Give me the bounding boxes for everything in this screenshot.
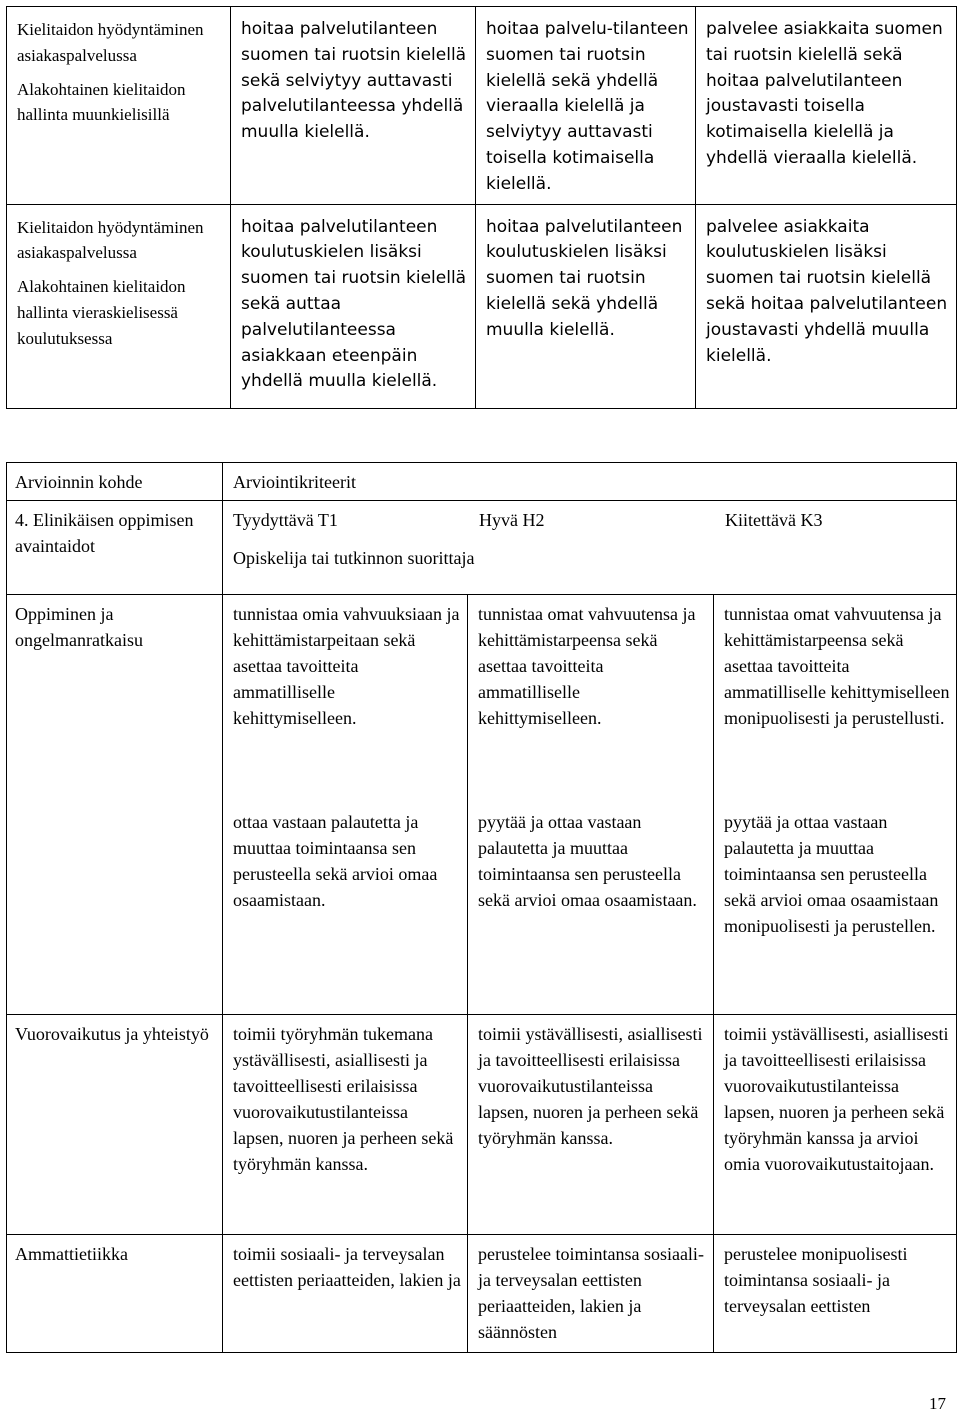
criteria-t1-cell: hoitaa palvelutilanteen koulutuskielen lisäksi suomen tai ruotsin kielellä sekä auttaa palvelutilanteessa asiakkaan eteenpäin yhdellä muulla kielellä. bbox=[231, 204, 476, 408]
row-label-main: Kielitaidon hyödyntäminen asiakaspalvelussa bbox=[17, 20, 204, 65]
level-t1: Tyydyttävä T1 bbox=[233, 510, 338, 530]
header-target: Arvioinnin kohde bbox=[7, 463, 223, 501]
page-number: 17 bbox=[929, 1394, 946, 1413]
criteria-k3-cell: toimii ystävällisesti, asiallisesti ja tavoitteellisesti erilaisissa vuorovaikutustilanteissa lapsen, nuoren ja perheen sekä työryhmän kanssa ja arvioi omia vuorovaikutustaitojaan. bbox=[714, 1015, 957, 1235]
levels-row bbox=[7, 501, 957, 595]
criterion-text: pyytää ja ottaa vastaan palautetta ja muuttaa toimintaansa sen perusteella sekä arvioi omaa osaamistaan. bbox=[478, 812, 697, 910]
table-row bbox=[7, 595, 957, 1015]
row-label-sub: Alakohtainen kielitaidon hallinta muunkielisillä bbox=[17, 79, 186, 125]
row-label-cell bbox=[7, 204, 231, 408]
criterion-text: tunnistaa omat vahvuutensa ja kehittämistarpeensa sekä asettaa tavoitteita ammatilliselle kehittymiselleen monipuolisesti ja perustellusti. bbox=[724, 604, 950, 728]
row-label-cell bbox=[7, 7, 231, 205]
criteria-h2-cell: hoitaa palvelutilanteen koulutuskielen lisäksi suomen tai ruotsin kielellä sekä yhdellä muulla kielellä. bbox=[476, 204, 696, 408]
criterion-text: ottaa vastaan palautetta ja muuttaa toimintaansa sen perusteella sekä arvioi omaa osaamistaan. bbox=[233, 812, 438, 910]
criteria-k3-cell: perustelee monipuolisesti toimintansa sosiaali- ja terveysalan eettisten bbox=[714, 1235, 957, 1353]
row-label-main: Kielitaidon hyödyntäminen asiakaspalvelussa bbox=[17, 217, 204, 263]
table-row bbox=[7, 1015, 957, 1235]
assessment-criteria-table bbox=[6, 462, 957, 1353]
table-row bbox=[7, 7, 957, 205]
section-label: 4. Elinikäisen oppimisen avaintaidot bbox=[7, 501, 223, 595]
level-k3: Kiitettävä K3 bbox=[725, 510, 823, 530]
criterion-text: tunnistaa omia vahvuuksiaan ja kehittämistarpeitaan sekä asettaa tavoitteita ammatilliselle kehittymiselleen. bbox=[233, 604, 460, 728]
criteria-h2-cell: hoitaa palvelu-tilanteen suomen tai ruotsin kielellä sekä yhdellä vieraalla kielellä ja selviytyy auttavasti toisella kotimaisella kielellä. bbox=[476, 7, 696, 205]
criteria-t1-cell bbox=[223, 595, 468, 1015]
criteria-k3-cell: palvelee asiakkaita suomen tai ruotsin kielellä sekä hoitaa palvelutilanteen joustavasti toisella kotimaisella kielellä ja yhdellä vieraalla kielellä. bbox=[696, 7, 957, 205]
levels-cell bbox=[223, 501, 957, 595]
subject-line: Opiskelija tai tutkinnon suorittaja bbox=[233, 548, 475, 568]
row-label: Oppiminen ja ongelmanratkaisu bbox=[7, 595, 223, 1015]
row-label-sub: Alakohtainen kielitaidon hallinta vieraskielisessä koulutuksessa bbox=[17, 277, 186, 348]
criteria-h2-cell bbox=[468, 595, 714, 1015]
criteria-k3-cell: palvelee asiakkaita koulutuskielen lisäksi suomen tai ruotsin kielellä sekä hoitaa palvelutilanteen joustavasti yhdellä muulla kielellä. bbox=[696, 204, 957, 408]
row-label: Vuorovaikutus ja yhteistyö bbox=[7, 1015, 223, 1235]
header-criteria: Arviointikriteerit bbox=[223, 463, 957, 501]
criteria-t1-cell: toimii sosiaali- ja terveysalan eettisten periaatteiden, lakien ja bbox=[223, 1235, 468, 1353]
language-criteria-table bbox=[6, 6, 957, 409]
level-h2: Hyvä H2 bbox=[479, 510, 545, 530]
criteria-h2-cell: perustelee toimintansa sosiaali- ja terveysalan eettisten periaatteiden, lakien ja säännösten bbox=[468, 1235, 714, 1353]
criterion-text: tunnistaa omat vahvuutensa ja kehittämistarpeensa sekä asettaa tavoitteita ammatilliselle kehittymiselleen. bbox=[478, 604, 696, 728]
criteria-k3-cell bbox=[714, 595, 957, 1015]
table-row bbox=[7, 204, 957, 408]
row-label: Ammattietiikka bbox=[7, 1235, 223, 1353]
criteria-t1-cell: hoitaa palvelutilanteen suomen tai ruotsin kielellä sekä selviytyy auttavasti palvelutilanteessa yhdellä muulla kielellä. bbox=[231, 7, 476, 205]
header-row bbox=[7, 463, 957, 501]
criterion-text: pyytää ja ottaa vastaan palautetta ja muuttaa toimintaansa sen perusteella sekä arvioi omaa osaamistaan monipuolisesti ja perustellen. bbox=[724, 812, 939, 936]
criteria-t1-cell: toimii työryhmän tukemana ystävällisesti, asiallisesti ja tavoitteellisesti erilaisissa vuorovaikutustilanteissa lapsen, nuoren ja perheen sekä työryhmän kanssa. bbox=[223, 1015, 468, 1235]
criteria-h2-cell: toimii ystävällisesti, asiallisesti ja tavoitteellisesti erilaisissa vuorovaikutustilanteissa lapsen, nuoren ja perheen sekä työryhmän kanssa. bbox=[468, 1015, 714, 1235]
table-row bbox=[7, 1235, 957, 1353]
